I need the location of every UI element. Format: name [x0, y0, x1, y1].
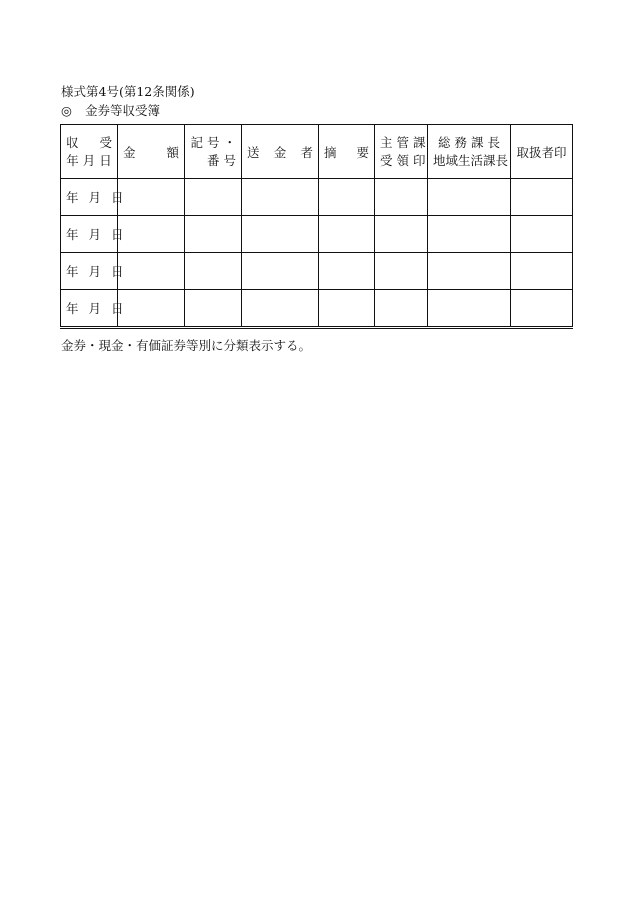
header-amount: 金 額: [118, 125, 185, 179]
table-row: [61, 179, 573, 216]
table-row: [61, 216, 573, 253]
header-row: [61, 125, 573, 179]
code-cell: [185, 290, 242, 328]
amount-cell: [118, 179, 185, 216]
header-manager-receipt-seal: 主 管 課 受 領 印: [375, 125, 428, 179]
amount-cell: [118, 253, 185, 290]
amount-cell: [118, 216, 185, 253]
handler-seal-cell: [511, 179, 573, 216]
table-row: [61, 253, 573, 290]
sender-cell: [242, 253, 319, 290]
row-date: 年 月 日: [61, 290, 118, 328]
sender-cell: [242, 216, 319, 253]
summary-cell: [319, 179, 375, 216]
director-cell: [428, 216, 511, 253]
director-cell: [428, 179, 511, 216]
register-title-text: 金券等収受簿: [85, 103, 161, 118]
code-cell: [185, 179, 242, 216]
double-circle-mark: ◎: [61, 103, 72, 118]
manager-seal-cell: [375, 253, 428, 290]
handler-seal-cell: [511, 253, 573, 290]
row-date: 年 月 日: [61, 179, 118, 216]
director-cell: [428, 253, 511, 290]
header-summary: 摘 要: [319, 125, 375, 179]
header-sender: 送 金 者: [242, 125, 319, 179]
header-received-date: 収 受 年 月 日: [61, 125, 118, 179]
header-director: 総 務 課 長 地域生活課長: [428, 125, 511, 179]
code-cell: [185, 216, 242, 253]
header-handler-seal: 取扱者印: [511, 125, 573, 179]
register-heading: [61, 103, 160, 119]
director-cell: [428, 290, 511, 328]
header-code-number: 記 号 ・ 番 号: [185, 125, 242, 179]
sender-cell: [242, 179, 319, 216]
table-row: [61, 290, 573, 328]
manager-seal-cell: [375, 216, 428, 253]
sender-cell: [242, 290, 319, 328]
handler-seal-cell: [511, 290, 573, 328]
row-date: 年 月 日: [61, 253, 118, 290]
handler-seal-cell: [511, 216, 573, 253]
row-date: 年 月 日: [61, 216, 118, 253]
code-cell: [185, 253, 242, 290]
manager-seal-cell: [375, 179, 428, 216]
summary-cell: [319, 253, 375, 290]
amount-cell: [118, 290, 185, 328]
form-number-title: 様式第4号(第12条関係): [61, 84, 195, 99]
receipt-register-table: [60, 124, 573, 329]
manager-seal-cell: [375, 290, 428, 328]
summary-cell: [319, 216, 375, 253]
summary-cell: [319, 290, 375, 328]
classification-note: 金券・現金・有価証券等別に分類表示する。: [61, 338, 312, 353]
